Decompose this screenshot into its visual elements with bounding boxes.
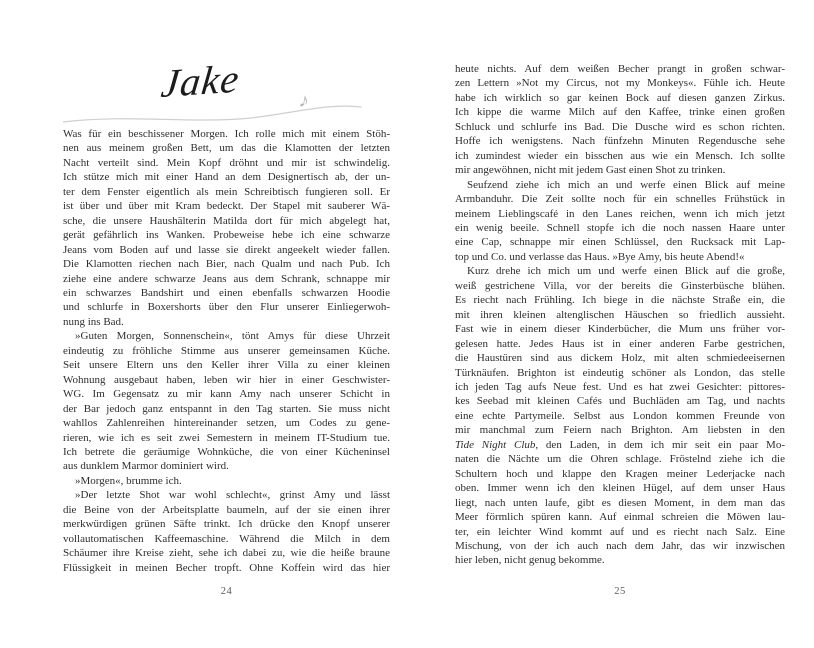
text-line: wahllos Zahlenreihen hintereinander setzen, um Codes zu gene- — [63, 417, 390, 430]
text-line: mit ihren kleinen altenglischen Häuschen so friedlich aussieht. — [455, 308, 785, 321]
text-line: liegt, nach unten laufe, gibt es diesen Moment, in dem man das — [455, 496, 785, 509]
text-line: merkwürdigen grünen Säfte trinkt. Ich drücke den Knopf unserer — [63, 518, 390, 531]
paragraph — [455, 264, 785, 568]
chapter-title: Jake — [159, 55, 242, 107]
text-line: meinem Lieblingscafé in den Lanes reichen, wenn ich mich jetzt — [455, 207, 785, 220]
text-line: mir angewöhnen, nicht mit jedem Gast einen Shot zu trinken. — [455, 164, 726, 177]
text-line: Türknäufen. Brighton ist eindeutig schöner als London, das stelle — [455, 366, 785, 379]
text-line: eine echte Partymeile. Selbst aus London kommen Freunde von — [455, 409, 785, 422]
text-line: eine Cap, schnappe mir einen Schlüssel, den Rucksack mit Lap- — [455, 236, 785, 249]
page-text-left — [63, 127, 390, 575]
text-line: ist über und über mit Kram bedeckt. Der Stapel mit sauberer Wä- — [63, 200, 390, 213]
text-line: heute nichts. Auf dem weißen Becher prangt in großen schwar- — [455, 63, 785, 75]
text-line: Jeans vom Boden auf und lasse sie direkt angeekelt wieder fallen. — [63, 243, 390, 256]
text-line: naten die Nächte um die Ohren schlage. Fröstelnd ziehe ich die — [455, 453, 785, 466]
text-line: Ich stütze mich mit einer Hand an dem Designertisch ab, der un- — [63, 171, 390, 184]
text-line: Die Klamotten riechen nach Bier, nach Qualm und nach Pub. Ich — [63, 258, 390, 271]
text-line: ein wenig beeile. Schnell stopfe ich die noch nassen Haare unter — [455, 221, 785, 234]
text-line: Fast wie in einem dieser Kinderbücher, die Mum uns früher vor- — [455, 323, 785, 336]
text-line: und schlurfe in Boxershorts über den Flur unserer Einliegerwoh- — [63, 301, 390, 314]
music-note-icon: ♪ — [297, 89, 311, 113]
paragraph — [63, 474, 390, 488]
page-text-right — [455, 62, 785, 568]
text-line: Seit unsere Eltern uns den Keller ihrer Villa zu einer kleinen — [63, 359, 390, 372]
text-line: gelesen hatte. Jedes Haus ist in einer anderen Farbe gestrichen, — [455, 337, 785, 350]
text-line: Seufzend ziehe ich mich an und werfe einen Blick auf meine — [467, 178, 785, 191]
text-line: Hoffe ich wenigstens. Nach fünfzehn Minuten Regendusche sehe — [455, 135, 785, 148]
text-line: WG. Im Gegensatz zu mir kann Amy nach unserer Schicht in — [63, 388, 390, 401]
text-line: top und Co. und verlasse das Haus. »Bye Amy, bis heute Abend!« — [455, 250, 745, 263]
text-line: zen Lettern »Not my Circus, not my Monkeys«. Fühle ich. Heute — [455, 77, 785, 90]
text-line: ich zumindest wieder ein bisschen aus wie ein Mensch. Ich sollte — [455, 149, 785, 162]
text-line: gerät gefährlich ins Wanken. Probeweise hebe ich eine schwarze — [63, 229, 390, 242]
page-left — [63, 0, 390, 648]
text-line: ter, ein leichter Wind kommt auf und es riecht nach Salz. Eine — [455, 525, 785, 538]
text-line: die Beine von der Arbeitsplatte baumeln, auf der sie einen ihrer — [63, 503, 390, 516]
text-line: Ich kippe die warme Milch auf den Kaffee, trinke einen großen — [455, 106, 785, 119]
text-line: weiß gestrichene Villa, vor der bereits die Ginsterbüsche blühen. — [455, 279, 785, 292]
text-line: Tide Night Club, den Laden, in dem ich mir seit ein paar Mo- — [455, 438, 785, 451]
text-line: Armbanduhr. Die Zeit sollte noch für ein schnelles Frühstück in — [455, 193, 785, 206]
paragraph — [63, 127, 390, 329]
text-line: Meer förmlich spüren kann. Auf einmal schreien die Möwen lau- — [455, 511, 785, 524]
text-line: vollautomatischen Kaffeemaschine. Während die Milch in dem — [63, 532, 390, 545]
text-line: Was für ein beschissener Morgen. Ich rolle mich mit einem Stöh- — [63, 128, 390, 140]
page-number-left: 24 — [220, 586, 233, 597]
text-line: kes Seebad mit kleinen Cafés und Buchläden am Tag, und nachts — [455, 395, 785, 408]
text-line: Wohnung ausgebaut haben, leben wir hier in einer Geschwister- — [63, 373, 390, 386]
text-line: mir manchmal zum Feiern nach Brighton. Am liebsten in den — [455, 424, 785, 437]
text-line: ein schwarzes Bandshirt und einen ebenfalls schwarzen Hoodie — [63, 286, 390, 299]
text-line: rieren, wie ich es seit zwei Semestern in meinem IT-Studium tue. — [63, 431, 390, 444]
page-number-right: 25 — [614, 586, 626, 597]
page-right — [455, 0, 785, 648]
paragraph — [455, 178, 785, 265]
text-line: Schultern hoch und klappe den Kragen meiner Lederjacke nach — [455, 467, 785, 480]
text-line: ter dem Fenster eigentlich als mein Schreibtisch fungieren soll. Er — [63, 185, 390, 198]
text-line: »Guten Morgen, Sonnenschein«, tönt Amys für diese Uhrzeit — [75, 330, 390, 343]
text-line: nung ins Bad. — [63, 315, 124, 328]
text-line: Mischung, von der ich auch nach dem Jahr, das wir inzwischen — [455, 539, 785, 552]
text-line: Nacht verteilt sind. Mein Kopf dröhnt und mir ist schwindelig. — [63, 156, 390, 169]
paragraph — [455, 62, 785, 178]
text-line: aus dunklem Marmor dominiert wird. — [63, 460, 229, 473]
text-line: eindeutig zu fröhliche Stimme aus unserer gemeinsamen Küche. — [63, 344, 390, 357]
text-line: Kurz drehe ich mich um und werfe einen Blick auf die große, — [467, 265, 785, 278]
paragraph — [63, 329, 390, 474]
text-line: »Der letzte Shot war wohl schlecht«, grinst Amy und lässt — [75, 489, 390, 502]
text-line: ziehe eine andere schwarze Jeans aus dem Schrank, schnappe mir — [63, 272, 390, 285]
text-line: Flüssigkeit in meinen Becher tropft. Ohne Koffein wird das hier — [63, 561, 390, 574]
text-line: die Haustüren sind aus dickem Holz, mit alten schmiedeeisernen — [455, 352, 785, 365]
chapter-header — [63, 55, 390, 128]
text-line: oben. Immer wenn ich den kleinen Hügel, auf dem unser Haus — [455, 482, 785, 495]
text-line: Es riecht nach Frühling. Ich biege in die nächste Straße ein, die — [455, 294, 785, 307]
text-line: »Morgen«, brumme ich. — [75, 474, 182, 487]
text-line: nen aus meinem großen Bett, um das die Klamotten der letzten — [63, 142, 390, 155]
paragraph — [63, 488, 390, 575]
text-line: Schluck und schlurfe ins Bad. Die Dusche wird es schon richten. — [455, 120, 785, 133]
text-line: habe ich wirklich so gar keinen Bock auf diesen ganzen Zirkus. — [455, 91, 785, 104]
text-line: sche, die unsere Haushälterin Matilda dort für mich abgelegt hat, — [63, 214, 390, 227]
text-line: Ich betrete die geräumige Wohnküche, die von einer Kücheninsel — [63, 445, 390, 458]
text-line: der Bar jedoch ganz entspannt in den Tag starten. Sie muss nicht — [63, 402, 390, 415]
text-line: ich jeden Tag aufs Neue fest. Und es hat zwei Gesichter: pittores- — [455, 380, 785, 393]
text-line: Schäumer ihre Kreise zieht, sehe ich dabei zu, wie die heiße braune — [63, 547, 390, 560]
text-line: hier leben, nicht genug bekomme. — [455, 554, 605, 567]
